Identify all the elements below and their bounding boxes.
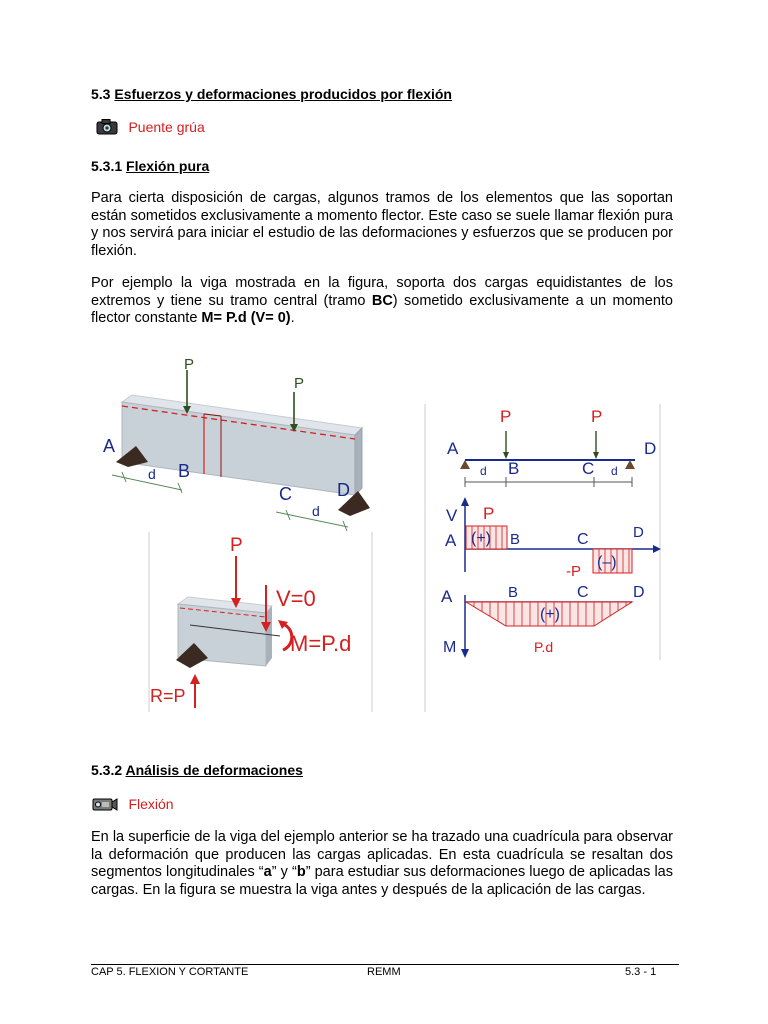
shear-label-plus: (+) [471,530,491,547]
scheme-dimension [465,477,632,487]
scheme-label-c: C [582,459,595,478]
camera-icon [96,119,118,135]
footer-rule [91,964,679,965]
section-heading: 5.3 Esfuerzos y deformaciones producidos por flexión [91,86,452,102]
scheme-label-d1: d [480,464,487,478]
scheme-label-p1: P [500,407,512,426]
moment-label-d: D [633,584,645,601]
video-camera-icon [92,796,118,812]
beam-label-a: A [103,436,116,456]
beam-label-p2: P [294,375,305,392]
link-flexion[interactable]: Flexión [92,795,174,813]
flexion-figure [100,340,670,720]
footer-chapter: CAP 5. FLEXION Y CORTANTE [91,966,249,978]
cut-label-v: V=0 [276,586,316,611]
paragraph-3: En la superficie de la viga del ejemplo anterior se ha trazado una cuadrícula para observar la deformación que producen las cargas aplicadas. En esta cuadrícula se resaltan dos segmentos longitudinales “a” y “b” para estudiar sus deformaciones luego de aplicadas las cargas. En la figura se muestra la viga antes y después de la aplicación de las cargas. [91,829,673,898]
shear-label-a: A [445,531,457,550]
scheme-label-d2: d [611,464,618,478]
beam-label-d1: d [148,466,156,482]
section-title: Esfuerzos y deformaciones producidos por flexión [114,86,452,102]
scheme-label-b: B [508,459,520,478]
scheme-support-a [460,460,470,469]
beam-dimension-1 [112,472,182,493]
shear-label-d: D [633,524,644,541]
beam-label-p1: P [184,356,195,373]
scheme-label-p2: P [591,407,603,426]
scheme-label-d: D [644,439,657,458]
shear-label-p: P [483,504,495,523]
moment-label-pd: P.d [534,639,554,655]
paragraph-2: Por ejemplo la viga mostrada en la figura, soporta dos cargas equidistantes de los extremos y tiene su tramo central (tramo BC) sometido exclusivamente a un momento flector constante M= P.d (V= 0). [91,275,673,326]
cut-label-p: P [230,535,243,556]
shear-label-v: V [446,506,458,525]
scheme-label-a: A [447,439,459,458]
link-puente-grua[interactable]: Puente grúa [96,118,205,136]
shear-label-neg-p: -P [566,563,581,580]
cut-label-m: M=P.d [290,631,352,656]
paragraph-1: Para cierta disposición de cargas, algunos tramos de los elementos que las soportan están sometidos exclusivamente a momento flector. Este caso se suele llamar flexión pura y nos servirá para iniciar el estudio de las deformaciones y esfuerzos que se producen por flexión. [91,190,673,259]
subsection-heading-1: 5.3.1 Flexión pura [91,158,210,174]
cut-label-r: R=P [150,686,186,706]
beam-label-d2: d [312,503,320,519]
footer-author: REMM [367,966,401,978]
shear-label-c: C [577,531,589,548]
beam-label-d: D [337,480,350,500]
moment-label-a: A [441,587,453,606]
moment-label-m: M [443,639,457,656]
moment-label-plus: (+) [540,606,560,623]
footer-page-number: 5.3 - 1 [625,966,657,978]
shear-label-b: B [510,531,521,548]
moment-label-b: B [508,584,519,601]
shear-label-minus: (–) [597,554,617,571]
beam-3d [122,395,362,495]
subsection-heading-2: 5.3.2 Análisis de deformaciones [91,762,303,778]
beam-label-c: C [279,484,292,504]
scheme-support-d [625,460,635,469]
moment-label-c: C [577,584,589,601]
beam-label-b: B [178,461,191,481]
